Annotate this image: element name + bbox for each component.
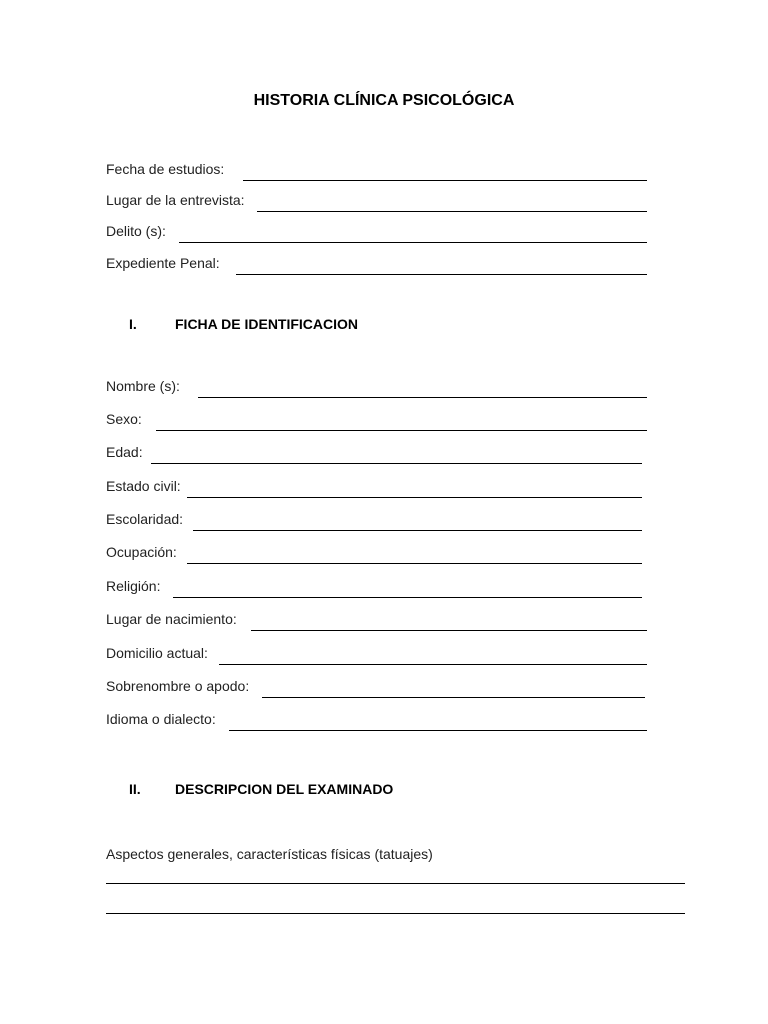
delito-field[interactable] — [106, 223, 647, 245]
lugar-de-la-entrevista-field[interactable] — [106, 192, 647, 214]
section-title: DESCRIPCION DEL EXAMINADO — [175, 781, 394, 797]
fecha-de-estudios-label: Fecha de estudios: — [106, 161, 225, 177]
description-line-2[interactable] — [106, 913, 685, 914]
nombre-field[interactable] — [106, 378, 647, 400]
lugar-de-nacimiento-line[interactable] — [251, 630, 647, 631]
escolaridad-label: Escolaridad: — [106, 511, 184, 527]
description-prompt: Aspectos generales, características físicas (tatuajes) — [106, 846, 433, 862]
escolaridad-line[interactable] — [193, 530, 642, 531]
ocupacion-field[interactable] — [106, 544, 642, 566]
religion-field[interactable] — [106, 578, 642, 600]
lugar-de-la-entrevista-line[interactable] — [257, 211, 647, 212]
ocupacion-label: Ocupación: — [106, 544, 177, 560]
section-title: FICHA DE IDENTIFICACION — [175, 316, 359, 332]
edad-label: Edad: — [106, 444, 143, 460]
estado-civil-line[interactable] — [187, 497, 642, 498]
idioma-o-dialecto-line[interactable] — [229, 730, 647, 731]
edad-field[interactable] — [106, 444, 642, 466]
estado-civil-label: Estado civil: — [106, 478, 181, 494]
description-line-1[interactable] — [106, 883, 685, 884]
sobrenombre-o-apodo-label: Sobrenombre o apodo: — [106, 678, 250, 694]
document-title: HISTORIA CLÍNICA PSICOLÓGICA — [253, 92, 515, 109]
lugar-de-la-entrevista-label: Lugar de la entrevista: — [106, 192, 245, 208]
expediente-penal-field[interactable] — [106, 255, 647, 277]
religion-line[interactable] — [173, 597, 642, 598]
delito-line[interactable] — [179, 242, 647, 243]
domicilio-actual-label: Domicilio actual: — [106, 645, 208, 661]
sexo-label: Sexo: — [106, 411, 142, 427]
religion-label: Religión: — [106, 578, 161, 594]
sobrenombre-o-apodo-field[interactable] — [106, 678, 645, 700]
edad-line[interactable] — [151, 463, 642, 464]
nombre-line[interactable] — [198, 397, 647, 398]
sexo-line[interactable] — [156, 430, 647, 431]
fecha-de-estudios-line[interactable] — [243, 180, 647, 181]
idioma-o-dialecto-label: Idioma o dialecto: — [106, 711, 216, 727]
expediente-penal-line[interactable] — [236, 274, 647, 275]
nombre-label: Nombre (s): — [106, 378, 180, 394]
sobrenombre-o-apodo-line[interactable] — [262, 697, 645, 698]
expediente-penal-label: Expediente Penal: — [106, 255, 220, 271]
ocupacion-line[interactable] — [187, 563, 642, 564]
idioma-o-dialecto-field[interactable] — [106, 711, 647, 733]
escolaridad-field[interactable] — [106, 511, 642, 533]
estado-civil-field[interactable] — [106, 478, 642, 500]
section-number: II. — [129, 781, 141, 797]
delito-label: Delito (s): — [106, 223, 166, 239]
lugar-de-nacimiento-field[interactable] — [106, 611, 647, 633]
domicilio-actual-field[interactable] — [106, 645, 647, 667]
domicilio-actual-line[interactable] — [219, 664, 647, 665]
fecha-de-estudios-field[interactable] — [106, 161, 647, 183]
lugar-de-nacimiento-label: Lugar de nacimiento: — [106, 611, 237, 627]
section-number: I. — [129, 316, 137, 332]
sexo-field[interactable] — [106, 411, 647, 433]
